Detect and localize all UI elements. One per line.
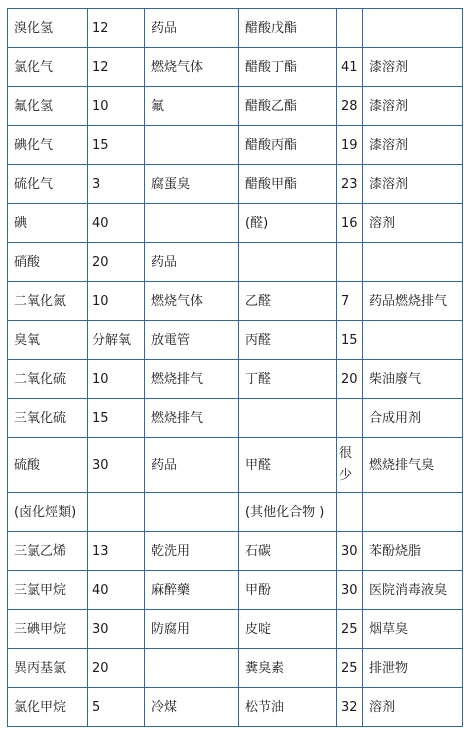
table-cell-compound-name: 醋酸戊酯 <box>239 9 337 48</box>
table-cell-threshold-value: 10 <box>88 87 145 126</box>
table-row <box>8 649 463 688</box>
table-cell-note: 燃烧排气 <box>145 399 239 438</box>
table-cell-note: 漆溶剂 <box>363 48 463 87</box>
table-cell-threshold-value: 25 <box>337 649 363 688</box>
table-row <box>8 571 463 610</box>
table-body <box>8 9 463 727</box>
table-cell-note: 药品燃烧排气 <box>363 282 463 321</box>
table-cell-note: 氟 <box>145 87 239 126</box>
table-row <box>8 399 463 438</box>
table-cell-note: 漆溶剂 <box>363 87 463 126</box>
table-cell-compound-name: 硫化气 <box>8 165 88 204</box>
table-cell-note: 防腐用 <box>145 610 239 649</box>
table-cell-note <box>145 204 239 243</box>
table-cell-threshold-value: 20 <box>337 360 363 399</box>
table-cell-threshold-value: 分解氧 <box>88 321 145 360</box>
table-cell-threshold-value: 10 <box>88 360 145 399</box>
table-cell-threshold-value: 12 <box>88 9 145 48</box>
table-cell-compound-name: 硫酸 <box>8 438 88 493</box>
table-cell-note: 冷煤 <box>145 688 239 727</box>
table-cell-note <box>363 493 463 532</box>
table-cell-compound-name: 皮啶 <box>239 610 337 649</box>
table-cell-compound-name: (醛) <box>239 204 337 243</box>
table-cell-threshold-value: 很少 <box>337 438 363 493</box>
table-cell-note <box>363 243 463 282</box>
table-cell-compound-name <box>239 399 337 438</box>
table-cell-threshold-value: 15 <box>337 321 363 360</box>
table-cell-threshold-value: 32 <box>337 688 363 727</box>
table-cell-note: 漆溶剂 <box>363 126 463 165</box>
table-cell-threshold-value: 40 <box>88 204 145 243</box>
table-cell-threshold-value <box>337 9 363 48</box>
table-cell-threshold-value: 30 <box>337 532 363 571</box>
table-cell-compound-name: 三氧化硫 <box>8 399 88 438</box>
table-cell-threshold-value: 12 <box>88 48 145 87</box>
table-cell-compound-name: 糞臭素 <box>239 649 337 688</box>
table-cell-note: 麻醉藥 <box>145 571 239 610</box>
table-cell-note <box>145 126 239 165</box>
table-cell-threshold-value: 15 <box>88 399 145 438</box>
table-cell-compound-name: 異丙基氯 <box>8 649 88 688</box>
table-cell-threshold-value: 5 <box>88 688 145 727</box>
table-cell-threshold-value: 10 <box>88 282 145 321</box>
table-cell-compound-name: 丁醛 <box>239 360 337 399</box>
table-cell-compound-name <box>239 243 337 282</box>
table-cell-note: 溶剂 <box>363 688 463 727</box>
table-cell-compound-name: 丙醛 <box>239 321 337 360</box>
table-cell-compound-name: 松节油 <box>239 688 337 727</box>
table-cell-note: 排泄物 <box>363 649 463 688</box>
table-cell-compound-name: 氯化甲烷 <box>8 688 88 727</box>
table-cell-compound-name: (卤化烴類) <box>8 493 88 532</box>
table-cell-compound-name: 氟化氢 <box>8 87 88 126</box>
table-cell-threshold-value: 30 <box>88 610 145 649</box>
table-cell-threshold-value: 30 <box>337 571 363 610</box>
table-cell-note: 药品 <box>145 243 239 282</box>
table-cell-compound-name: 氯化气 <box>8 48 88 87</box>
table-cell-threshold-value <box>337 243 363 282</box>
table-cell-note: 乾洗用 <box>145 532 239 571</box>
table-cell-threshold-value: 30 <box>88 438 145 493</box>
table-cell-compound-name: 二氧化氮 <box>8 282 88 321</box>
table-cell-threshold-value: 3 <box>88 165 145 204</box>
table-cell-note <box>363 9 463 48</box>
table-cell-threshold-value: 16 <box>337 204 363 243</box>
table-row <box>8 87 463 126</box>
table-cell-threshold-value: 19 <box>337 126 363 165</box>
table-cell-threshold-value: 25 <box>337 610 363 649</box>
table-cell-compound-name: 醋酸乙酯 <box>239 87 337 126</box>
table-cell-note: 柴油廢气 <box>363 360 463 399</box>
table-cell-compound-name: 二氧化硫 <box>8 360 88 399</box>
table-cell-compound-name: (其他化合物 ) <box>239 493 337 532</box>
table-cell-note: 药品 <box>145 438 239 493</box>
table-cell-threshold-value: 7 <box>337 282 363 321</box>
table-cell-compound-name: 甲酚 <box>239 571 337 610</box>
table-cell-note: 漆溶剂 <box>363 165 463 204</box>
table-cell-note: 放電管 <box>145 321 239 360</box>
table-row <box>8 204 463 243</box>
table-row <box>8 321 463 360</box>
table-row <box>8 688 463 727</box>
table-cell-compound-name: 醋酸丙酯 <box>239 126 337 165</box>
table-cell-compound-name: 臭氧 <box>8 321 88 360</box>
table-cell-threshold-value: 13 <box>88 532 145 571</box>
table-row <box>8 532 463 571</box>
table-cell-compound-name: 三碘甲烷 <box>8 610 88 649</box>
table-row <box>8 493 463 532</box>
table-row <box>8 48 463 87</box>
table-cell-note: 燃烧排气 <box>145 360 239 399</box>
table-cell-threshold-value: 23 <box>337 165 363 204</box>
odor-threshold-table <box>7 8 463 727</box>
table-cell-compound-name: 碘 <box>8 204 88 243</box>
table-cell-compound-name: 碘化气 <box>8 126 88 165</box>
table-cell-threshold-value: 20 <box>88 649 145 688</box>
table-cell-note <box>145 493 239 532</box>
table-cell-note: 燃烧排气臭 <box>363 438 463 493</box>
table-cell-note: 苯酚烧脂 <box>363 532 463 571</box>
table-cell-compound-name: 硝酸 <box>8 243 88 282</box>
table-cell-compound-name: 石碳 <box>239 532 337 571</box>
table-row <box>8 360 463 399</box>
table-cell-note: 燃烧气体 <box>145 282 239 321</box>
table-row <box>8 9 463 48</box>
table-cell-note: 烟草臭 <box>363 610 463 649</box>
table-cell-threshold-value <box>337 493 363 532</box>
table-cell-note: 溶剂 <box>363 204 463 243</box>
table-row <box>8 243 463 282</box>
table-cell-compound-name: 溴化氢 <box>8 9 88 48</box>
table-row <box>8 165 463 204</box>
table-cell-compound-name: 醋酸丁酯 <box>239 48 337 87</box>
table-cell-threshold-value <box>337 399 363 438</box>
table-cell-note <box>363 321 463 360</box>
table-cell-compound-name: 三氯乙烯 <box>8 532 88 571</box>
table-cell-threshold-value: 40 <box>88 571 145 610</box>
table-cell-note: 腐蛋臭 <box>145 165 239 204</box>
table-cell-threshold-value: 41 <box>337 48 363 87</box>
table-cell-note <box>145 649 239 688</box>
table-row <box>8 438 463 493</box>
table-cell-compound-name: 三氯甲烷 <box>8 571 88 610</box>
table-cell-threshold-value: 15 <box>88 126 145 165</box>
table-cell-note: 燃烧气体 <box>145 48 239 87</box>
table-cell-compound-name: 醋酸甲酯 <box>239 165 337 204</box>
table-cell-compound-name: 甲醛 <box>239 438 337 493</box>
table-cell-threshold-value: 28 <box>337 87 363 126</box>
table-row <box>8 126 463 165</box>
table-cell-note: 药品 <box>145 9 239 48</box>
table-cell-note: 合成用剂 <box>363 399 463 438</box>
table-cell-note: 医院消毒液臭 <box>363 571 463 610</box>
table-cell-threshold-value <box>88 493 145 532</box>
table-cell-threshold-value: 20 <box>88 243 145 282</box>
table-row <box>8 282 463 321</box>
table-cell-compound-name: 乙醛 <box>239 282 337 321</box>
table-row <box>8 610 463 649</box>
